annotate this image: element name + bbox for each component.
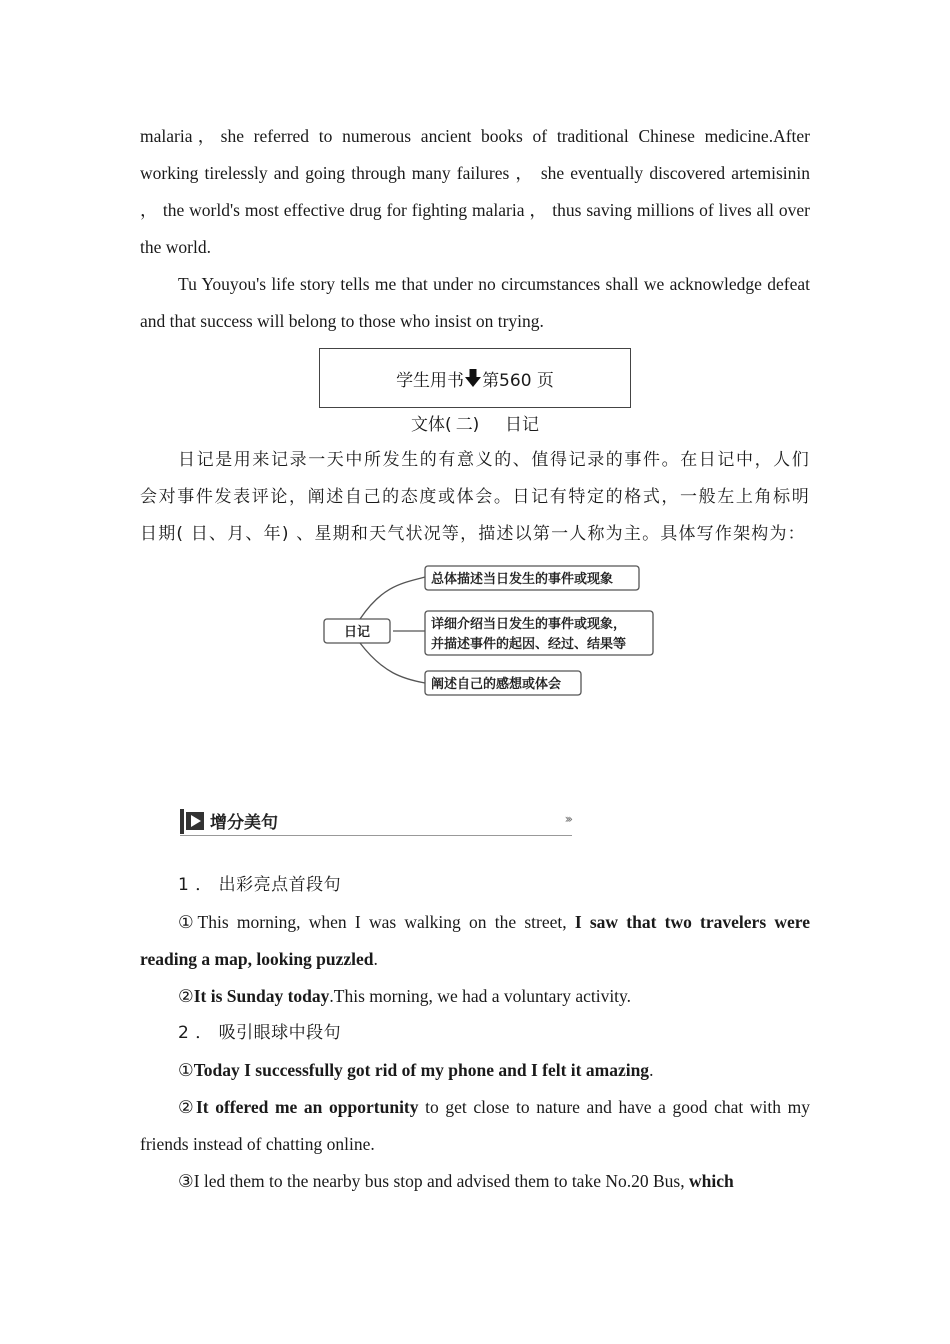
- student-book-reference: [319, 348, 631, 408]
- reference-page: 第560 页: [482, 370, 554, 391]
- intro-paragraph: 日记是用来记录一天中所发生的有意义的、值得记录的事件。在日记中，人们会对事件发表评论，阐述自己的态度或体会。日记有特定的格式，一般左上角标明日期( 日、月、年) 、星期和天气状况等，描述以第一人称为主。具体写作架构为：: [140, 450, 810, 544]
- down-arrow-icon: [465, 368, 481, 388]
- mindmap-connector-bottom: [360, 643, 425, 683]
- heading-1: 1 ． 出彩亮点首段句: [178, 875, 342, 895]
- sentence-5: ③I led them to the nearby bus stop and advised them to take No.20 Bus, which: [178, 1171, 734, 1191]
- mindmap-branch-1: 总体描述当日发生的事件或现象: [431, 572, 614, 587]
- mindmap-connector-top: [360, 577, 425, 619]
- mindmap-branch-3: 阐述自己的感想或体会: [431, 677, 562, 692]
- reference-prefix: 学生用书: [396, 370, 465, 391]
- sentence-4: ②It offered me an opportunity to get close to nature and have a good chat with my friends instead of chatting online.: [140, 1097, 810, 1154]
- mindmap-branch-2-line-1: 详细介绍当日发生的事件或现象，: [431, 617, 627, 632]
- section-title: 文体( 二) 日记: [411, 415, 539, 435]
- mindmap-root: 日记: [343, 625, 371, 640]
- sentence-2: ②It is Sunday today.This morning, we had a voluntary activity.: [178, 986, 632, 1006]
- play-icon: [186, 812, 204, 830]
- paragraph-2: Tu Youyou's life story tells me that under no circumstances shall we acknowledge defeat and that success will belong to those who insist on trying.: [140, 274, 810, 331]
- paragraph-1: malaria，she referred to numerous ancient books of traditional Chinese medicine.After working tirelessly and going through many failures ， she eventually discovered artemisinin ， the world's most effective drug for fighting malaria ， thus saving millions of lives all over the world.: [140, 126, 810, 257]
- section-tag-label: 增分美句: [210, 813, 278, 833]
- page-content: [140, 118, 810, 705]
- mindmap-branch-2-line-2: 并描述事件的起因、经过、结果等: [431, 637, 627, 652]
- sentence-1: ①This morning, when I was walking on the street, I saw that two travelers were reading a map, looking puzzled.: [140, 912, 810, 969]
- sentence-3: ①Today I successfully got rid of my phone and I felt it amazing.: [178, 1060, 654, 1080]
- section-tag: [180, 808, 572, 836]
- heading-2: 2 ． 吸引眼球中段句: [178, 1023, 342, 1043]
- sentences-section: [140, 867, 810, 1200]
- divider: [180, 835, 572, 837]
- chevron-right-icon: ›››: [564, 812, 570, 826]
- diary-structure-mindmap: [323, 565, 663, 705]
